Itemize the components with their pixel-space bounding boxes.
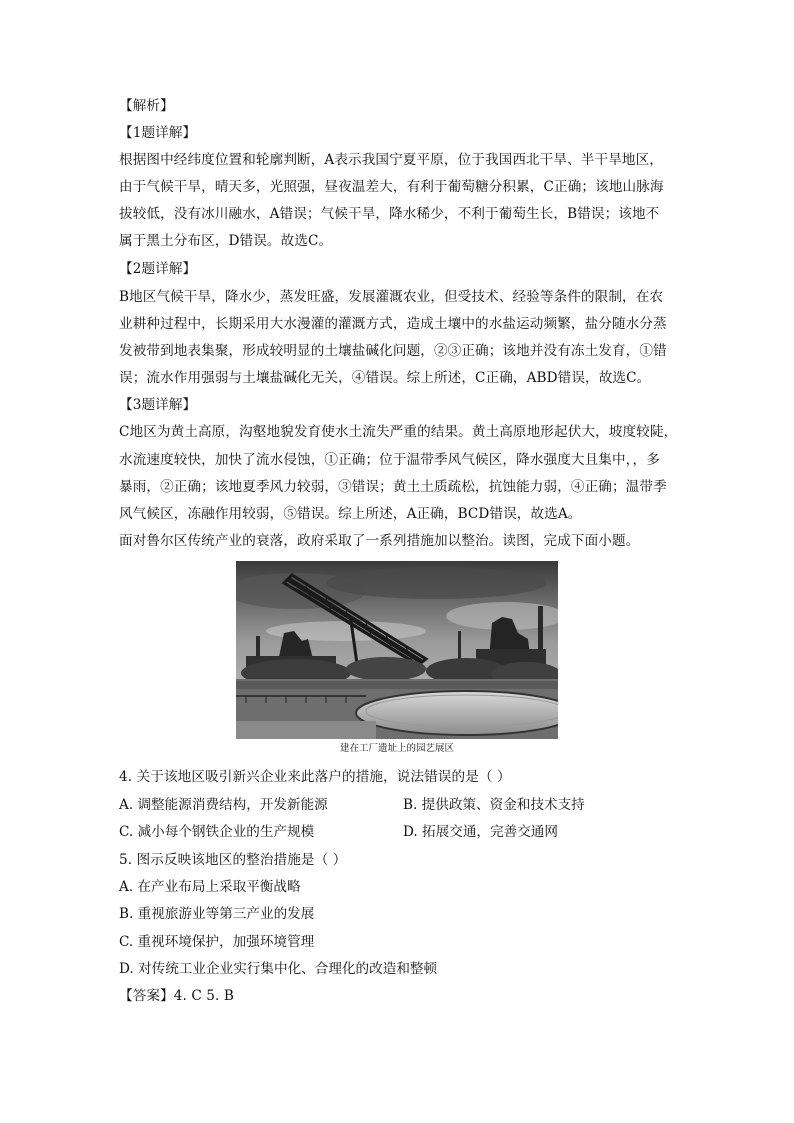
- q5-option-c: C. 重视环境保护，加强环境管理: [119, 934, 315, 950]
- q2-detail-line: 发被带到地表集聚，形成较明显的土壤盐碱化问题，②③正确；该地并没有冻土发育，①错: [119, 343, 667, 359]
- q2-detail-line: 业耕种过程中，长期采用大水漫灌的灌溉方式，造成土壤中的水盐运动频繁，盐分随水分蒸: [119, 316, 667, 332]
- q1-detail-line: 属于黑土分布区，D错误。故选C。: [119, 233, 333, 249]
- q3-detail-line: 水流速度较快，加快了流水侵蚀，①正确；位于温带季风气候区，降水强度大且集中，，多: [119, 452, 660, 468]
- answer-line: 【答案】4. C 5. B: [119, 988, 234, 1004]
- q4-option-c: C. 减小每个钢铁企业的生产规模: [119, 824, 315, 840]
- q4-option-d: D. 拓展交通，完善交通网: [403, 824, 558, 840]
- analysis-header: 【解析】: [119, 98, 174, 114]
- q3-detail-line: 暴雨，②正确；该地夏季风力较弱，③错误；黄土土质疏松，抗蚀能力弱，④正确；温带季: [119, 479, 667, 495]
- q5-option-a: A. 在产业布局上采取平衡战略: [119, 879, 301, 895]
- q5-option-b: B. 重视旅游业等第三产业的发展: [119, 906, 315, 922]
- q2-detail-title: 【2题详解】: [119, 261, 197, 277]
- q4-option-a: A. 调整能源消费结构，开发新能源: [119, 797, 328, 813]
- figure-caption: 建在工厂遗址上的园艺展区: [339, 743, 454, 754]
- q1-detail-line: 由于气候干旱，晴天多，光照强，昼夜温差大，有利于葡萄糖分积累，C正确；该地山脉海: [119, 179, 664, 195]
- q2-detail-line: B地区气候干旱，降水少，蒸发旺盛，发展灌溉农业，但受技术、经验等条件的限制，在农: [119, 289, 664, 305]
- q2-detail-line: 误；流水作用强弱与土壤盐碱化无关，④错误。综上所述，C正确，ABD错误，故选C。: [119, 370, 651, 386]
- q4-stem: 4. 关于该地区吸引新兴企业来此落户的措施，说法错误的是（ ）: [119, 769, 511, 785]
- q1-detail-title: 【1题详解】: [119, 125, 197, 141]
- q1-detail-line: 根据图中经纬度位置和轮廓判断，A表示我国宁夏平原，位于我国西北干旱、半干旱地区，: [119, 152, 663, 168]
- q4-option-b: B. 提供政策、资金和技术支持: [403, 797, 585, 813]
- q5-option-d: D. 对传统工业企业实行集中化、合理化的改造和整顿: [119, 961, 438, 977]
- q5-stem: 5. 图示反映该地区的整治措施是（ ）: [119, 852, 347, 868]
- q1-detail-line: 拔较低，没有冰川融水，A错误；气候干旱，降水稀少，不利于葡萄生长，B错误；该地不: [119, 206, 660, 222]
- passage-intro: 面对鲁尔区传统产业的衰落，政府采取了一系列措施加以整治。读图，完成下面小题。: [119, 533, 640, 549]
- q3-detail-line: C地区为黄土高原，沟壑地貌发育使水土流失严重的结果。黄土高原地形起伏大，坡度较陡，: [119, 424, 678, 440]
- q3-detail-line: 风气候区，冻融作用较弱，⑤错误。综上所述，A正确，BCD错误，故选A。: [119, 506, 582, 522]
- factory-garden-photo: [236, 561, 558, 739]
- q3-detail-title: 【3题详解】: [119, 397, 197, 413]
